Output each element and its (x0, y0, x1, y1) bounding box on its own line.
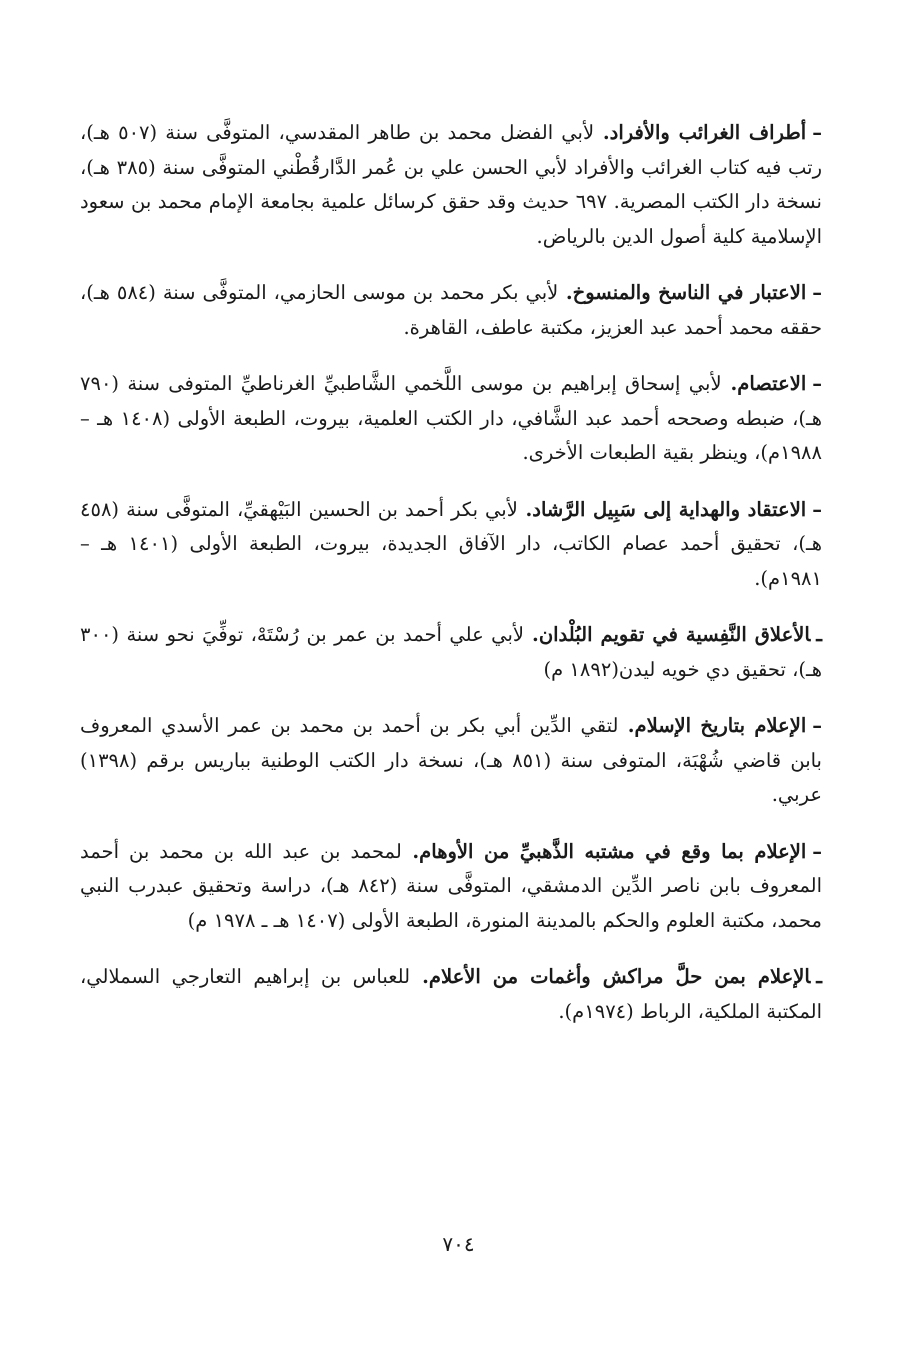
entry-title: الإعلام بمن حلَّ مراكش وأغمات من الأعلام. (422, 965, 811, 988)
entry-text: لأبي إسحاق إبراهيم بن موسى اللَّخمي الشَّاطبيِّ الغرناطيِّ المتوفى سنة (٧٩٠ هـ)، ضبطه وصححه أحمد عبد الشَّافي، دار الكتب العلمية، بيروت، الطبعة الأولى (١٤٠٨ هـ – ١٩٨٨م)، وينظر بقية الطبعات الأخرى. (80, 372, 822, 464)
entry-text: لمحمد بن عبد الله بن محمد بن أحمد المعروف بابن ناصر الدِّين الدمشقي، المتوفَّى سنة (٨٤٢ هـ)، دراسة وتحقيق عبدرب النبي محمد، مكتبة العلوم والحكم بالمدينة المنورة، الطبعة الأولى (١٤٠٧ هـ ـ ١٩٧٨ م) (80, 839, 822, 932)
bibliography-entry-2 (80, 276, 822, 345)
bibliography-entry-8 (80, 960, 822, 1029)
bibliography-entry-3 (80, 367, 822, 471)
entry-title: الاعتصام. (730, 372, 807, 395)
entry-title: أطراف الغرائب والأفراد. (602, 121, 807, 144)
page-number: ٧٠٤ (442, 1232, 475, 1256)
entry-dash: – (812, 372, 822, 395)
entry-dash: – (812, 497, 822, 521)
bibliography-entry-6 (80, 709, 822, 813)
entry-text: لأبي بكر أحمد بن الحسين البَيْهقيِّ، المتوفَّى سنة (٤٥٨ هـ)، تحقيق أحمد عصام الكاتب، دار الآفاق الجديدة، بيروت، الطبعة الأولى (١٤٠١ هـ – ١٩٨١م). (80, 497, 822, 590)
entry-text: لتقي الدِّين أبي بكر بن أحمد بن محمد بن عمر الأسدي المعروف بابن قاضي شُهْبَة، المتوفى سنة (٨٥١ هـ)، نسخة دار الكتب الوطنية بباريس برقم (١٣٩٨) عربي. (80, 714, 822, 806)
entry-dash: – (812, 839, 822, 863)
entry-dash: ـ (816, 965, 822, 988)
entry-title: الإعلام بما وقع في مشتبه الذَّهبيِّ من الأوهام. (412, 839, 807, 863)
bibliography-entry-5 (80, 618, 822, 687)
bibliography-entry-1 (80, 116, 822, 254)
entry-dash: – (812, 714, 822, 737)
bibliography-entry-4 (80, 493, 822, 597)
entry-text: لأبي علي أحمد بن عمر بن رُسْتَهْ، توفِّيَ نحو سنة (٣٠٠ هـ)، تحقيق دي خويه ليدن(١٨٩٢ م) (80, 623, 822, 681)
entry-text: لأبي بكر محمد بن موسى الحازمي، المتوفَّى سنة (٥٨٤ هـ)، حققه محمد أحمد عبد العزيز، مكتبة عاطف، القاهرة. (80, 281, 822, 339)
entry-text: للعباس بن إبراهيم التعارجي السملالي، المكتبة الملكية، الرباط (١٩٧٤م). (80, 965, 822, 1023)
entry-text: لأبي الفضل محمد بن طاهر المقدسي، المتوفَّى سنة (٥٠٧ هـ)، رتب فيه كتاب الغرائب والأفراد لأبي الحسن علي بن عُمر الدَّارقُطْني المتوفَّى سنة (٣٨٥ هـ)، نسخة دار الكتب المصرية. ٦٩٧ حديث وقد حقق كرسائل علمية بجامعة الإمام محمد بن سعود الإسلامية كلية أصول الدين بالرياض. (80, 121, 822, 248)
entry-title: الإعلام بتاريخ الإسلام. (627, 714, 807, 737)
bibliography-entry-7 (80, 835, 822, 939)
document-body (80, 116, 822, 1051)
entry-title: الاعتقاد والهداية إلى سَبِيل الرَّشاد. (525, 497, 807, 521)
entry-dash: ـ (816, 623, 822, 646)
entry-dash: – (812, 121, 822, 144)
entry-title: الأعلاق النَّفِسية في تقويم البُلْدان. (532, 623, 811, 646)
entry-title: الاعتبار في الناسخ والمنسوخ. (565, 281, 807, 304)
entry-dash: – (812, 281, 822, 304)
